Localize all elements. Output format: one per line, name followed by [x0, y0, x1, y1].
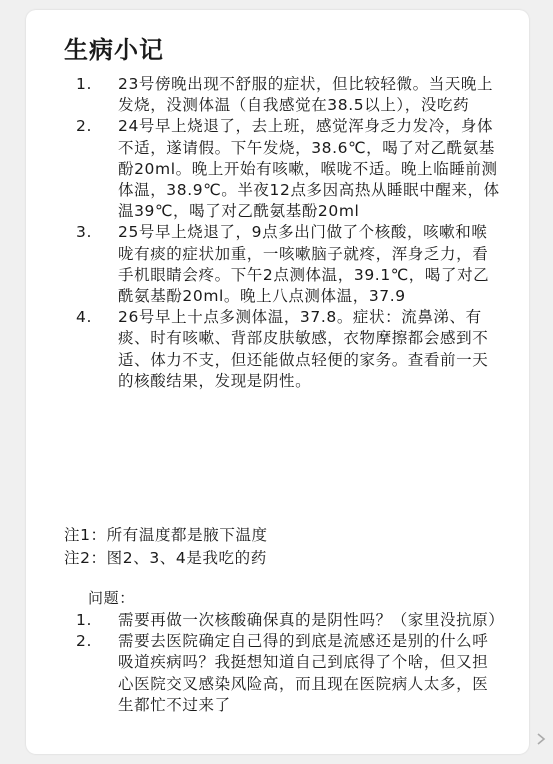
list-item-number: 2. — [76, 117, 92, 136]
list-item-number: 2. — [76, 632, 92, 651]
list-item-text: 23号傍晚出现不舒服的症状，但比较轻微。当天晚上发烧，没测体温（自我感觉在38.5以上），没吃药 — [118, 75, 494, 115]
records-list — [26, 74, 529, 392]
list-item — [26, 116, 529, 222]
questions-heading: 问题： — [88, 589, 135, 607]
list-item-text: 需要再做一次核酸确保真的是阴性吗？（家里没抗原） — [118, 611, 505, 629]
list-item — [26, 307, 529, 392]
note-page — [26, 10, 529, 754]
list-item — [26, 610, 529, 631]
list-item-number: 3. — [76, 223, 92, 242]
list-item-number: 1. — [76, 75, 92, 93]
list-item-text: 24号早上烧退了，去上班，感觉浑身乏力发冷，身体不适，遂请假。下午发烧，38.6℃，喝了对乙酰氨基酚20ml。晚上开始有咳嗽，喉咙不适。晚上临睡前测体温，38.9℃。半夜12点多因高热从睡眠中醒来，体温39℃，喝了对乙酰氨基酚20ml — [118, 117, 500, 221]
note-line: 注2：图2、3、4是我吃的药 — [64, 549, 267, 567]
questions-list — [26, 610, 529, 716]
list-item-number: 1. — [76, 611, 92, 629]
chevron-right-icon-shape — [536, 733, 546, 745]
list-item — [26, 74, 529, 116]
list-item-text: 需要去医院确定自己得的到底是流感还是别的什么呼吸道疾病吗？我挺想知道自己到底得了个啥，但又担心医院交叉感染风险高，而且现在医院病人太多，医生都忙不过来了 — [118, 632, 489, 714]
list-item-number: 4. — [76, 308, 92, 327]
list-item — [26, 222, 529, 307]
chevron-right-icon[interactable] — [535, 733, 547, 745]
list-item — [26, 631, 529, 716]
note-line: 注1：所有温度都是腋下温度 — [64, 526, 268, 544]
notes — [64, 524, 268, 570]
list-item-text: 25号早上烧退了，9点多出门做了个核酸，咳嗽和喉咙有痰的症状加重，一咳嗽脑子就疼，浑身乏力，看手机眼睛会疼。下午2点测体温，39.1℃，喝了对乙酰氨基酚20ml。晚上八点测体温，37.9 — [118, 223, 490, 306]
list-item-text: 26号早上十点多测体温，37.8。症状：流鼻涕、有痰、时有咳嗽、背部皮肤敏感，衣物摩擦都会感到不适、体力不支，但还能做点轻便的家务。查看前一天的核酸结果，发现是阴性。 — [118, 308, 489, 390]
page-title: 生病小记 — [64, 36, 164, 64]
